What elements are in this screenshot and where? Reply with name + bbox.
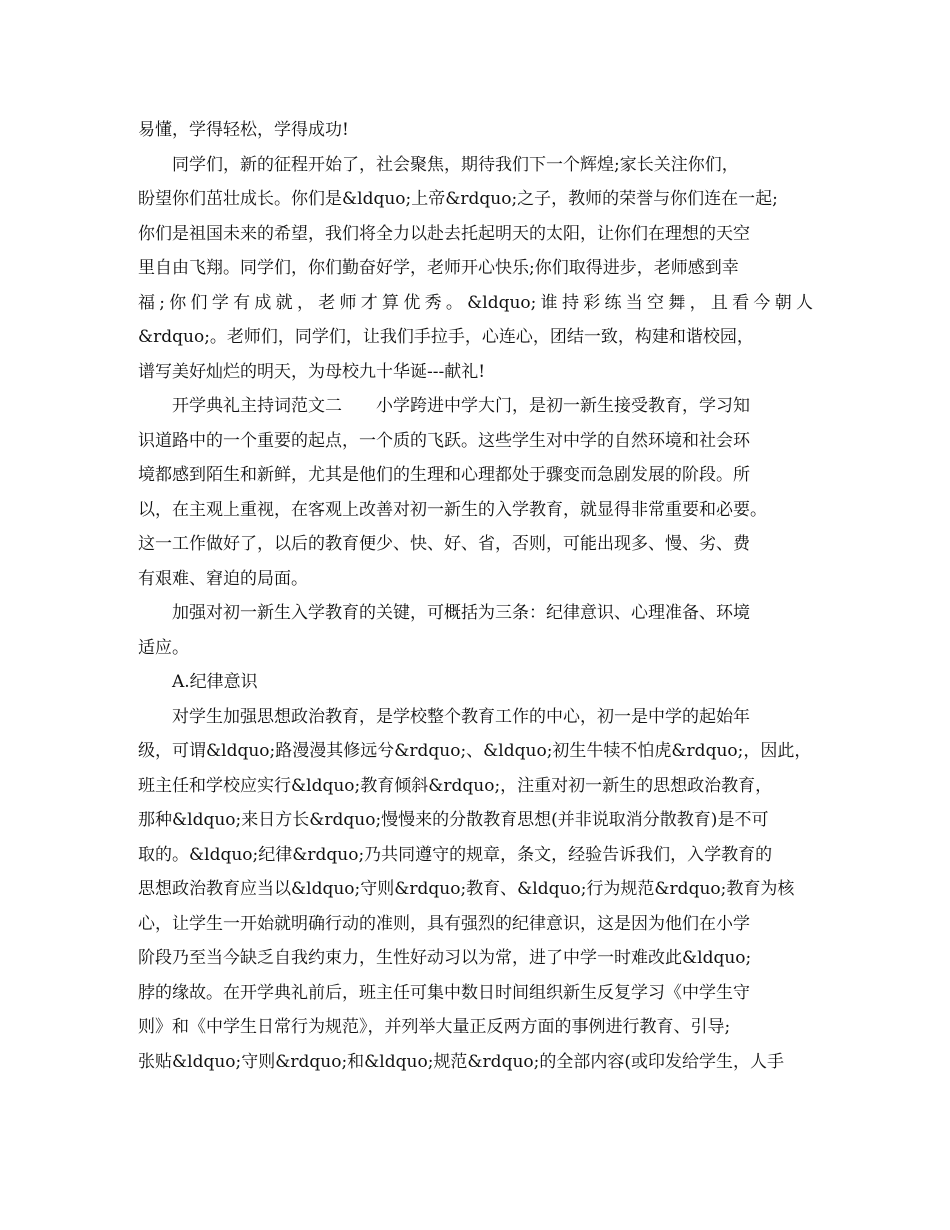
text-line: 这一工作做好了，以后的教育便少、快、好、省，否则，可能出现多、慢、劣、费 bbox=[138, 534, 750, 554]
text-line: 取的。&ldquo;纪律&rdquo;乃共同遵守的规章，条文，经验告诉我们，入学教育的 bbox=[138, 844, 773, 865]
text-line: 易懂，学得轻松，学得成功! bbox=[138, 120, 349, 140]
text-line: 级，可谓&ldquo;路漫漫其修远兮&rdquo;、&ldquo;初生牛犊不怕虎&rdquo;，因此， bbox=[138, 741, 812, 761]
text-line: 心，让学生一开始就明确行动的准则，具有强烈的纪律意识，这是因为他们在小学 bbox=[138, 913, 750, 934]
text-line: 盼望你们茁壮成长。你们是&ldquo;上帝&rdquo;之子，教师的荣誉与你们连在一起; bbox=[138, 189, 778, 209]
text-line: 阶段乃至当今缺乏自我约束力，生性好动习以为常，进了中学一时难改此&ldquo; bbox=[138, 948, 752, 968]
text-line: 脖的缘故。在开学典礼前后，班主任可集中数日时间组织新生反复学习《中学生守 bbox=[138, 982, 750, 1003]
text-line: 班主任和学校应实行&ldquo;教育倾斜&rdquo;，注重对初一新生的思想政治教育， bbox=[138, 775, 773, 796]
text-line: 识道路中的一个重要的起点，一个质的飞跃。这些学生对中学的自然环境和社会环 bbox=[138, 430, 750, 451]
paragraph-first-line: 对学生加强思想政治教育，是学校整个教育工作的中心，初一是中学的起始年 bbox=[172, 706, 750, 727]
text-line: 福;你们学有成就，老师才算优秀。&ldquo;谁持彩练当空舞，且看今朝人 bbox=[138, 292, 813, 313]
text-line: 思想政治教育应当以&ldquo;守则&rdquo;教育、&ldquo;行为规范&rdquo;教育为核 bbox=[138, 879, 795, 899]
paragraph-first-line: 开学典礼主持词范文二 小学跨进中学大门，是初一新生接受教育，学习知 bbox=[172, 396, 750, 416]
document-body bbox=[138, 113, 813, 1079]
text-line: 你们是祖国未来的希望，我们将全力以赴去托起明天的太阳，让你们在理想的天空 bbox=[138, 223, 750, 244]
paragraph-first-line: 加强对初一新生入学教育的关键，可概括为三条：纪律意识、心理准备、环境 bbox=[172, 603, 750, 623]
text-line: 那种&ldquo;来日方长&rdquo;慢慢来的分散教育思想(并非说取消分散教育)是不可 bbox=[138, 810, 769, 830]
text-line: 境都感到陌生和新鲜，尤其是他们的生理和心理都处于骤变而急剧发展的阶段。所 bbox=[138, 465, 750, 485]
text-line: 里自由飞翔。同学们，你们勤奋好学，老师开心快乐;你们取得进步，老师感到幸 bbox=[138, 258, 739, 278]
text-line: 谱写美好灿烂的明天，为母校九十华诞---献礼! bbox=[138, 361, 486, 382]
paragraph-first-line: 同学们，新的征程开始了，社会聚焦，期待我们下一个辉煌;家长关注你们， bbox=[172, 154, 739, 175]
text-line: 适应。 bbox=[138, 637, 189, 658]
section-heading: A.纪律意识 bbox=[172, 672, 258, 692]
text-line: 则》和《中学生日常行为规范》，并列举大量正反两方面的事例进行教育、引导; bbox=[138, 1017, 731, 1037]
text-line: 以，在主观上重视，在客观上改善对初一新生的入学教育，就显得非常重要和必要。 bbox=[138, 499, 767, 520]
text-line: 张贴&ldquo;守则&rdquo;和&ldquo;规范&rdquo;的全部内容(或印发给学生，人手 bbox=[138, 1051, 784, 1072]
text-line: &rdquo;。老师们，同学们，让我们手拉手，心连心，团结一致，构建和谐校园， bbox=[138, 327, 754, 347]
text-line: 有艰难、窘迫的局面。 bbox=[138, 568, 308, 589]
